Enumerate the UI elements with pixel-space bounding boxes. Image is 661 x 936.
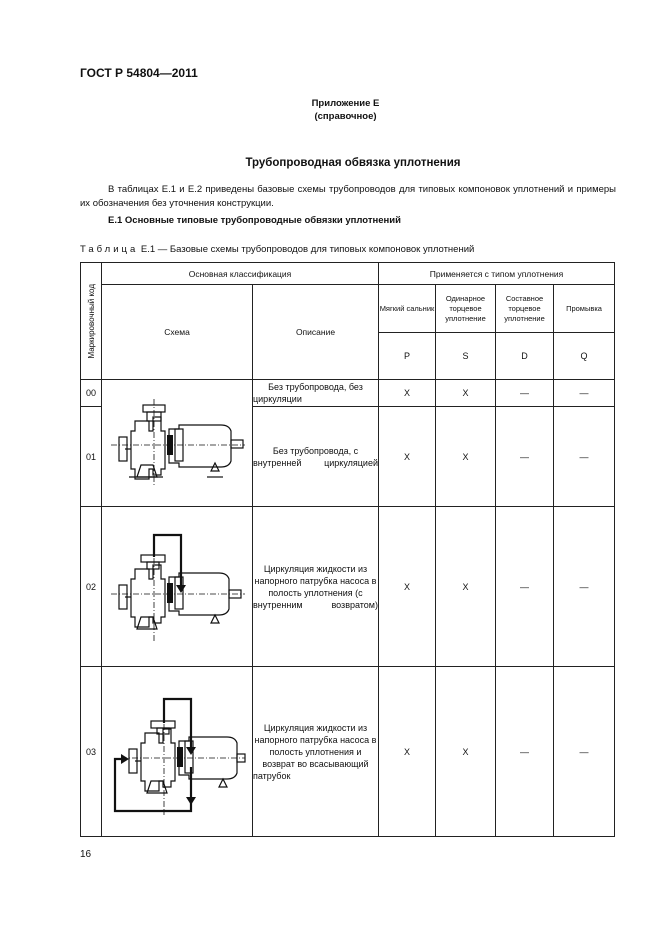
cell-mark: X xyxy=(436,380,496,407)
header-seal-types: Применяется с типом уплотнения xyxy=(379,263,615,285)
cell-mark: — xyxy=(554,407,615,507)
row-description: Циркуляция жидкости из напорного патрубка насоса в полость уплотнения (с внутренним возвратом) xyxy=(253,507,379,667)
intro-paragraph: В таблицах Е.1 и Е.2 приведены базовые схемы трубопроводов для типовых компоновок уплотнений и примеры их обозначения без уточнения конструкции. xyxy=(80,184,616,209)
cell-mark: X xyxy=(379,507,436,667)
cell-mark: — xyxy=(554,380,615,407)
cell-mark: X xyxy=(379,667,436,837)
scheme-pump-basic xyxy=(102,380,253,507)
header-scheme: Схема xyxy=(102,285,253,380)
row-description: Циркуляция жидкости из напорного патрубка насоса в полость уплотнения и возврат во всасывающий патрубок xyxy=(253,667,379,837)
appendix-title: Приложение Е xyxy=(311,98,380,109)
header-letter-s: S xyxy=(436,333,496,380)
table-row xyxy=(81,667,615,837)
cell-mark: — xyxy=(554,507,615,667)
caption-prefix: Таблица xyxy=(80,244,139,255)
scheme-pump-internal-return xyxy=(102,507,253,667)
header-seal-single-mechanical: Одинарное торцевое уплотнение xyxy=(436,285,496,333)
row-description: Без трубопровода, без циркуляции xyxy=(253,380,379,407)
piping-schemes-table xyxy=(80,262,615,837)
cell-mark: X xyxy=(436,667,496,837)
header-seal-flush: Промывка xyxy=(554,285,615,333)
cell-mark: X xyxy=(379,407,436,507)
table-row xyxy=(81,507,615,667)
subsection-heading: Е.1 Основные типовые трубопроводные обвязки уплотнений xyxy=(108,215,401,226)
row-code: 03 xyxy=(81,667,102,837)
cell-mark: — xyxy=(554,667,615,837)
section-title: Трубопроводная обвязка уплотнения xyxy=(245,157,461,169)
caption-text: Е.1 — Базовые схемы трубопроводов для типовых компоновок уплотнений xyxy=(138,244,475,255)
pump-diagram-basic xyxy=(107,397,247,489)
header-code: Маркировочный код xyxy=(81,263,102,380)
cell-mark: X xyxy=(379,380,436,407)
header-letter-d: D xyxy=(496,333,554,380)
pump-diagram-circulation xyxy=(107,527,247,647)
header-letter-p: P xyxy=(379,333,436,380)
cell-mark: — xyxy=(496,507,554,667)
cell-mark: — xyxy=(496,407,554,507)
appendix-heading xyxy=(0,97,661,123)
cell-mark: X xyxy=(436,507,496,667)
row-code: 02 xyxy=(81,507,102,667)
document-id: ГОСТ Р 54804—2011 xyxy=(80,66,198,80)
pump-diagram-suction-return xyxy=(107,687,247,817)
header-description: Описание xyxy=(253,285,379,380)
cell-mark: — xyxy=(496,667,554,837)
row-code: 01 xyxy=(81,407,102,507)
table-caption xyxy=(80,244,474,255)
appendix-subtitle: (справочное) xyxy=(314,111,377,122)
page-number: 16 xyxy=(80,849,92,860)
header-letter-q: Q xyxy=(554,333,615,380)
row-code: 00 xyxy=(81,380,102,407)
scheme-pump-suction-return xyxy=(102,667,253,837)
cell-mark: — xyxy=(496,380,554,407)
header-basic-classification: Основная классификация xyxy=(102,263,379,285)
table-row xyxy=(81,380,615,407)
cell-mark: X xyxy=(436,407,496,507)
row-description: Без трубопровода, с внутренней циркуляцией xyxy=(253,407,379,507)
header-seal-soft-packing: Мягкий сальник xyxy=(379,285,436,333)
header-seal-dual-mechanical: Составное торцевое уплотнение xyxy=(496,285,554,333)
